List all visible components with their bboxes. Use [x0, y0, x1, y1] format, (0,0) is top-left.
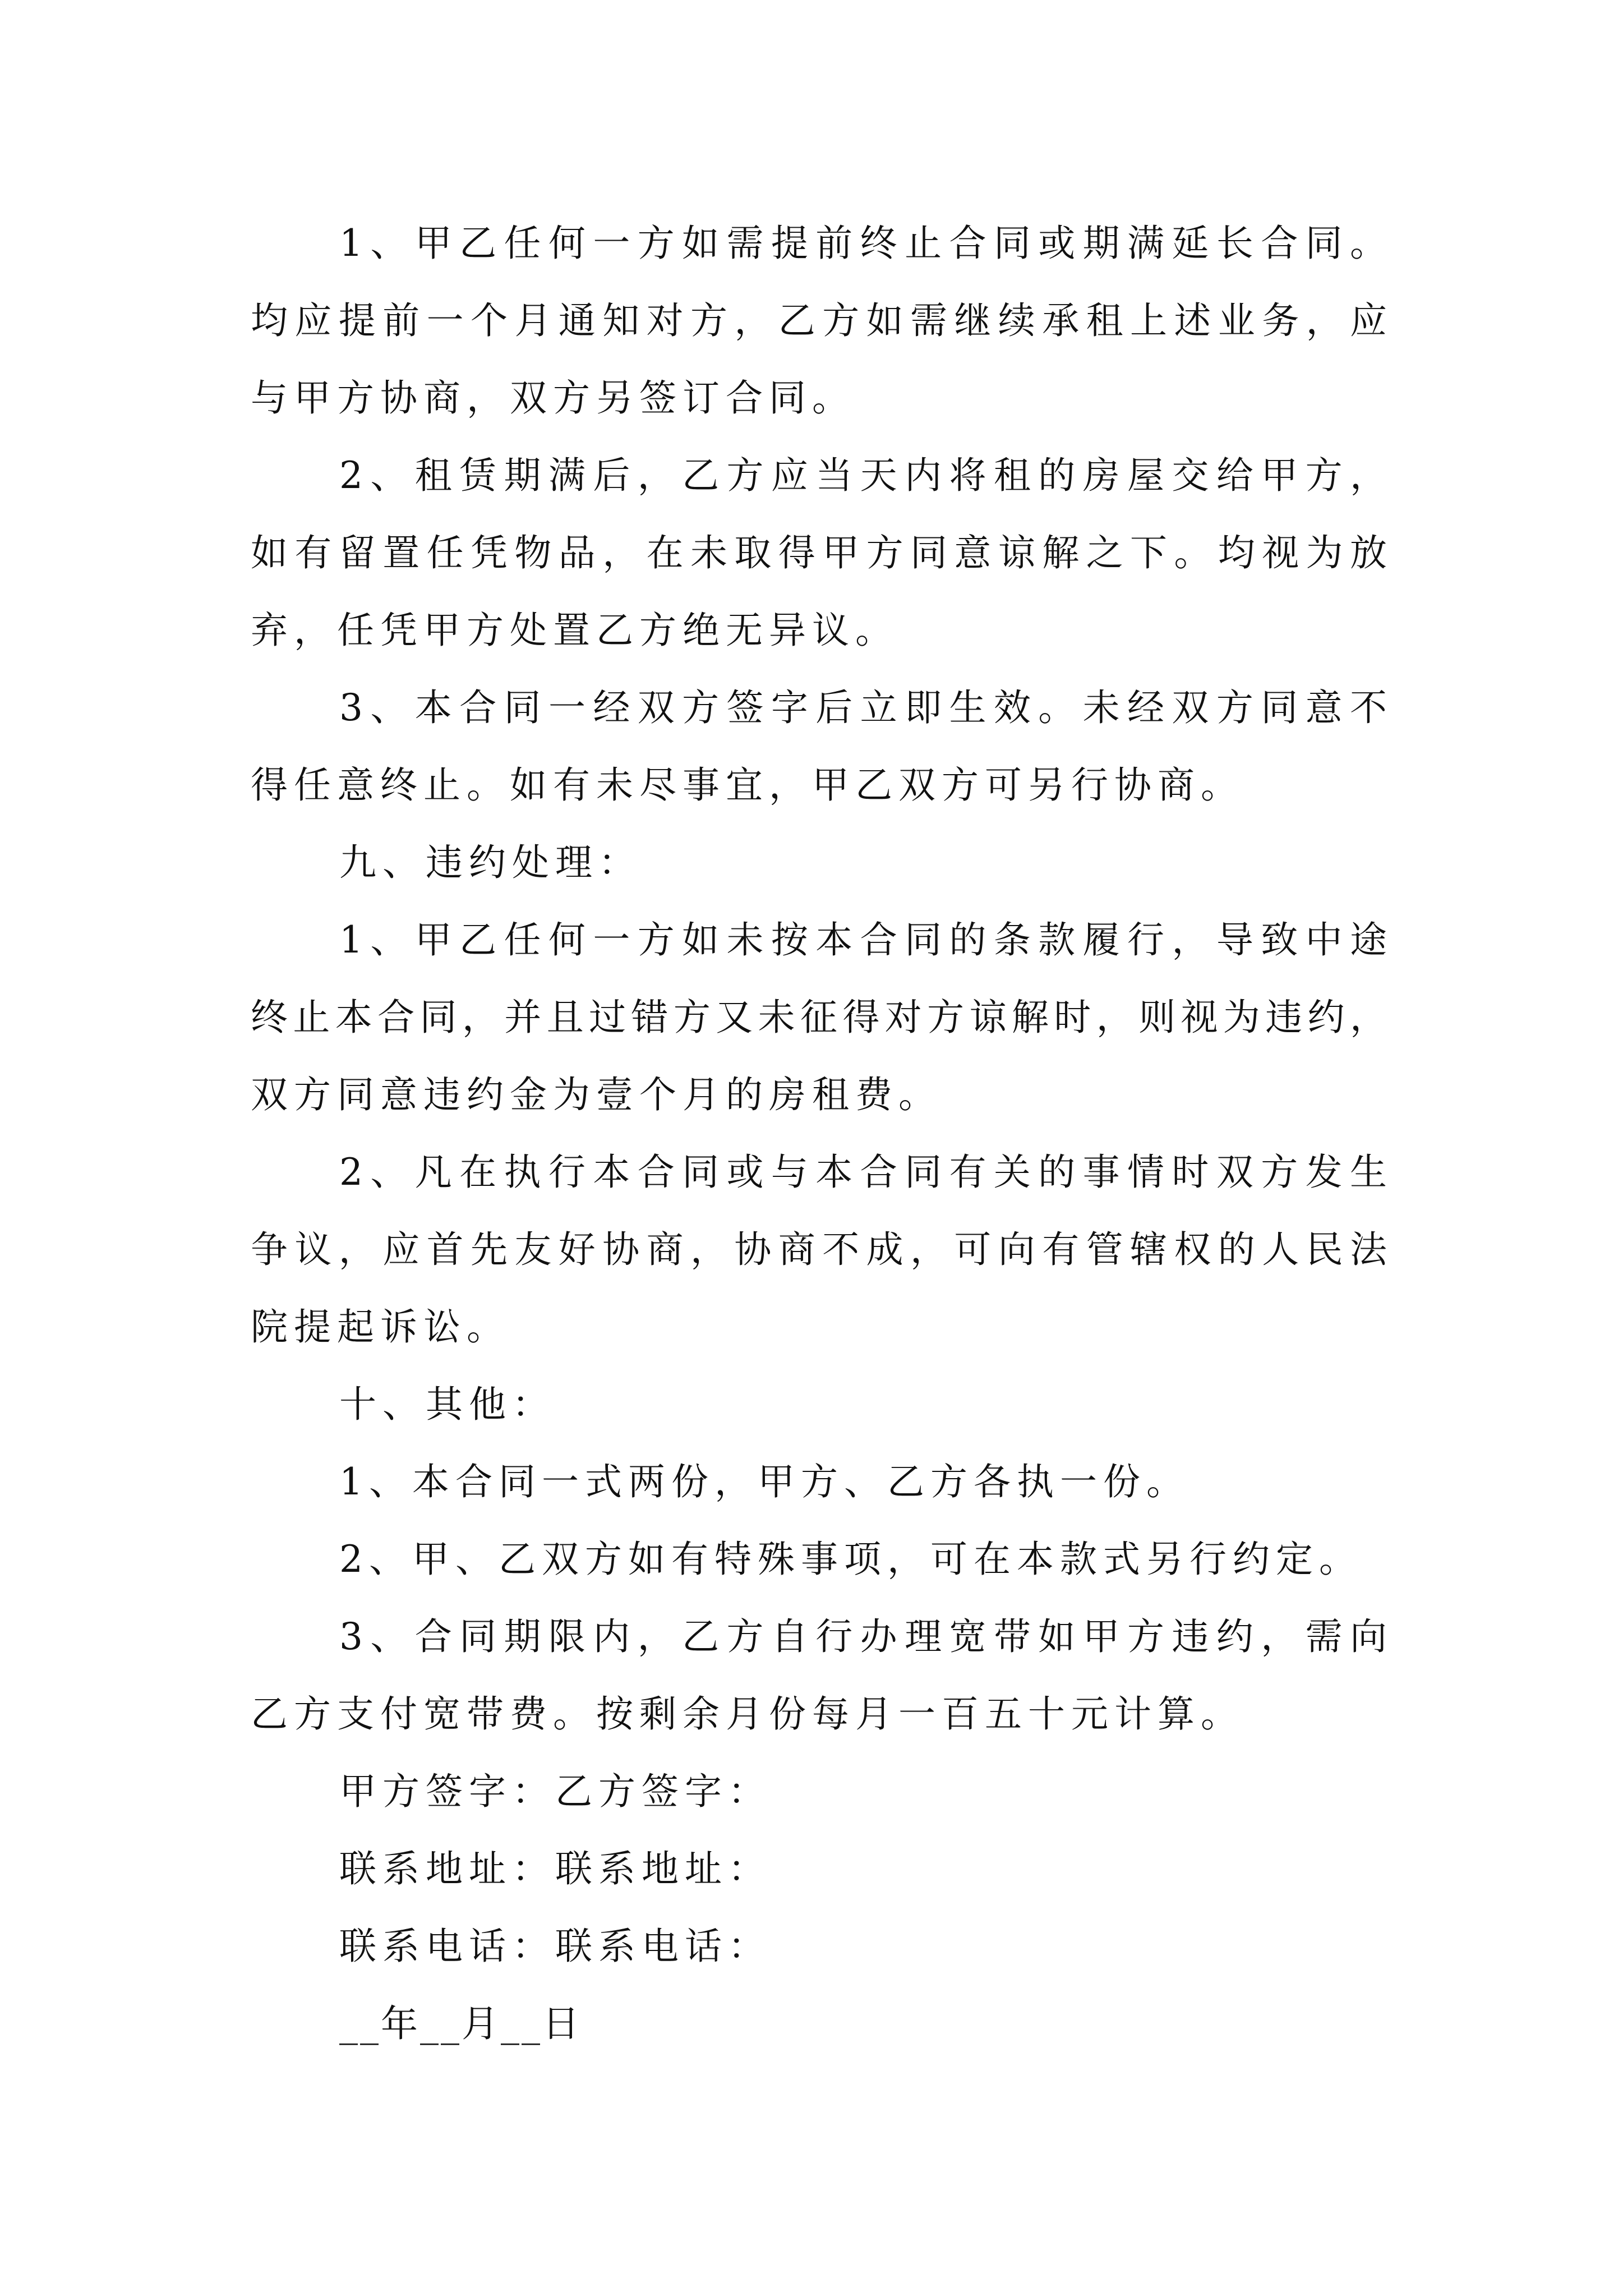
paragraph-line: 与甲方协商，双方另签订合同。 [251, 376, 855, 420]
paragraph-line: 均应提前一个月通知对方，乙方如需继续承租上述业务，应 [251, 299, 1387, 342]
section-heading-breach [251, 824, 1387, 901]
paragraph-line: 乙方支付宽带费。按剩余月份每月一百五十元计算。 [251, 1692, 1244, 1736]
paragraph-effective-date [251, 669, 1387, 824]
paragraph-line: 双方同意违约金为壹个月的房租费。 [251, 1073, 942, 1116]
section-heading-other [251, 1366, 1387, 1443]
paragraph-line: 2、甲、乙双方如有特殊事项，可在本款式另行约定。 [339, 1538, 1362, 1581]
address-line: 联系地址：联系地址： [339, 1847, 771, 1890]
paragraph-line: 院提起诉讼。 [251, 1305, 510, 1349]
paragraph-line: 2、租赁期满后，乙方应当天内将租的房屋交给甲方， [339, 454, 1387, 497]
paragraph-line: 争议，应首先友好协商，协商不成，可向有管辖权的人民法 [251, 1228, 1387, 1271]
paragraph-line: 得任意终止。如有未尽事宜，甲乙双方可另行协商。 [251, 763, 1244, 807]
paragraph-lease-expiry [251, 437, 1387, 669]
paragraph-line: 3、合同期限内，乙方自行办理宽带如甲方违约，需向 [339, 1615, 1387, 1658]
section-heading: 九、违约处理： [339, 841, 642, 884]
paragraph-termination-renewal [251, 205, 1387, 437]
section-heading: 十、其他： [339, 1383, 555, 1426]
paragraph-special-matters [251, 1521, 1387, 1598]
paragraph-breach-penalty [251, 901, 1387, 1134]
paragraph-line: 弃，任凭甲方处置乙方绝无异议。 [251, 609, 898, 652]
signature-line: 甲方签字：乙方签字： [339, 1770, 771, 1813]
phone-line: 联系电话：联系电话： [339, 1925, 771, 1968]
paragraph-line: 1、本合同一式两份，甲方、乙方各执一份。 [339, 1460, 1189, 1503]
date-line: __年__月__日 [339, 2002, 582, 2045]
document-body [251, 205, 1387, 2063]
paragraph-broadband [251, 1598, 1387, 1753]
paragraph-line: 如有留置任凭物品，在未取得甲方同意谅解之下。均视为放 [251, 531, 1387, 574]
paragraph-line: 终止本合同，并且过错方又未征得对方谅解时，则视为违约， [251, 996, 1387, 1039]
paragraph-line: 3、本合同一经双方签字后立即生效。未经双方同意不 [339, 686, 1387, 729]
paragraph-dispute-resolution [251, 1134, 1387, 1366]
paragraph-line: 1、甲乙任何一方如需提前终止合同或期满延长合同。 [339, 222, 1387, 265]
signature-block [251, 1753, 1387, 2063]
paragraph-copies [251, 1443, 1387, 1521]
paragraph-line: 1、甲乙任何一方如未按本合同的条款履行，导致中途 [339, 918, 1387, 961]
paragraph-line: 2、凡在执行本合同或与本合同有关的事情时双方发生 [339, 1151, 1387, 1194]
